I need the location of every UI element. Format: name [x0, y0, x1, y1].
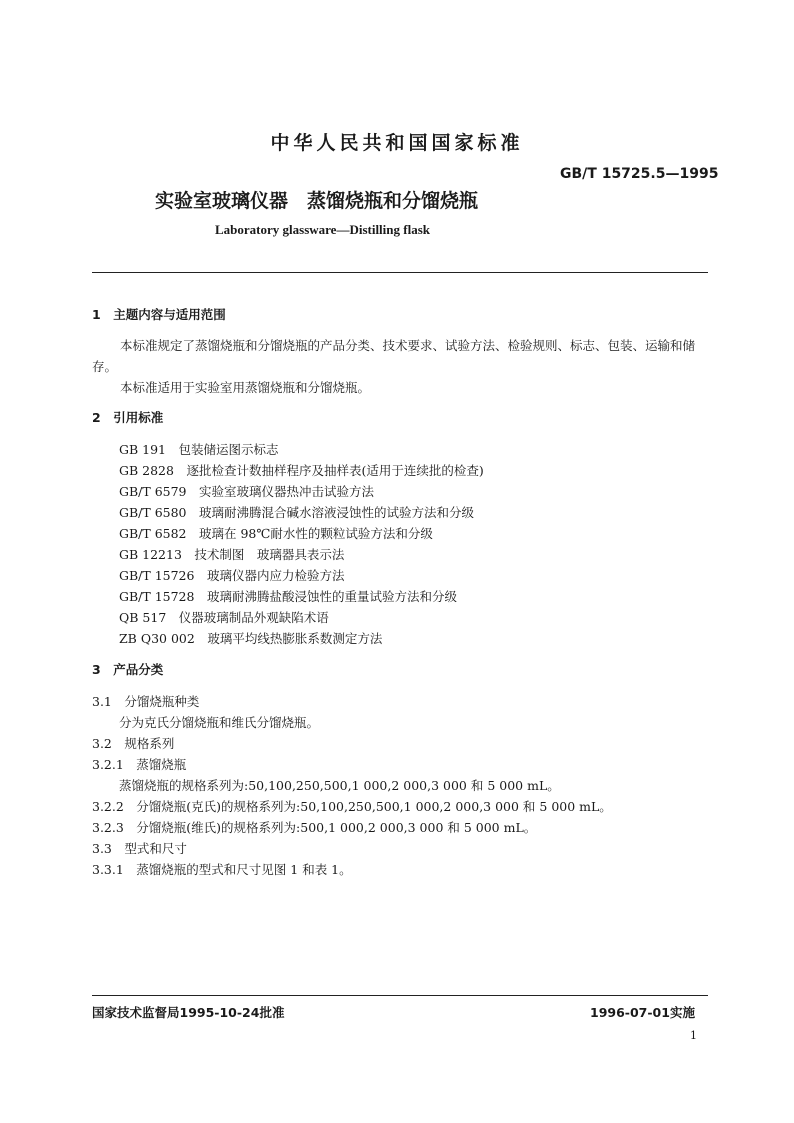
document-title-cn: 实验室玻璃仪器 蒸馏烧瓶和分馏烧瓶 — [155, 190, 479, 212]
page-number: 1 — [690, 1029, 697, 1042]
reference-item: QB 517 仪器玻璃制品外观缺陷术语 — [119, 610, 329, 625]
approval-date: 国家技术监督局1995-10-24批准 — [92, 1005, 285, 1020]
reference-item: GB/T 6579 实验室玻璃仪器热冲击试验方法 — [119, 484, 375, 499]
clause-3-3: 3.3 型式和尺寸 — [92, 841, 187, 856]
clause-3-3-1: 3.3.1 蒸馏烧瓶的型式和尺寸见图 1 和表 1。 — [92, 862, 352, 877]
reference-item: GB/T 6582 玻璃在 98℃耐水性的颗粒试验方法和分级 — [119, 526, 433, 541]
section-1-para-1: 本标准规定了蒸馏烧瓶和分馏烧瓶的产品分类、技术要求、试验方法、检验规则、标志、包装、运输和储存。 — [92, 338, 696, 374]
header-divider — [92, 272, 708, 273]
section-1-para-2: 本标准适用于实验室用蒸馏烧瓶和分馏烧瓶。 — [120, 380, 371, 395]
reference-item: GB/T 6580 玻璃耐沸腾混合碱水溶液浸蚀性的试验方法和分级 — [119, 505, 475, 520]
standard-number: GB/T 15725.5—1995 — [560, 166, 719, 182]
clause-3-2-1-text: 蒸馏烧瓶的规格系列为:50,100,250,500,1 000,2 000,3 000 和 5 000 mL。 — [119, 778, 560, 793]
clause-3-2-1: 3.2.1 蒸馏烧瓶 — [92, 757, 187, 772]
document-title-en: Laboratory glassware—Distilling flask — [215, 222, 430, 237]
reference-item: GB/T 15728 玻璃耐沸腾盐酸浸蚀性的重量试验方法和分级 — [119, 589, 457, 604]
reference-item: GB/T 15726 玻璃仪器内应力检验方法 — [119, 568, 345, 583]
reference-item: GB 12213 技术制图 玻璃器具表示法 — [119, 547, 345, 562]
reference-item: ZB Q30 002 玻璃平均线热膨胀系数测定方法 — [119, 631, 383, 646]
effective-date: 1996-07-01实施 — [590, 1005, 695, 1020]
clause-3-1: 3.1 分馏烧瓶种类 — [92, 694, 200, 709]
national-standard-heading: 中华人民共和国国家标准 — [270, 132, 524, 154]
clause-3-1-text: 分为克氏分馏烧瓶和维氏分馏烧瓶。 — [119, 715, 320, 730]
section-1-heading: 1 主题内容与适用范围 — [92, 307, 226, 322]
reference-item: GB 191 包装储运图示标志 — [119, 442, 279, 457]
clause-3-2: 3.2 规格系列 — [92, 736, 175, 751]
section-2-heading: 2 引用标准 — [92, 410, 164, 425]
footer-divider — [92, 995, 708, 996]
reference-item: GB 2828 逐批检查计数抽样程序及抽样表(适用于连续批的检查) — [119, 463, 484, 478]
section-3-heading: 3 产品分类 — [92, 662, 164, 677]
clause-3-2-2: 3.2.2 分馏烧瓶(克氏)的规格系列为:50,100,250,500,1 000,2 000,3 000 和 5 000 mL。 — [92, 799, 612, 814]
clause-3-2-3: 3.2.3 分馏烧瓶(维氏)的规格系列为:500,1 000,2 000,3 000 和 5 000 mL。 — [92, 820, 537, 835]
